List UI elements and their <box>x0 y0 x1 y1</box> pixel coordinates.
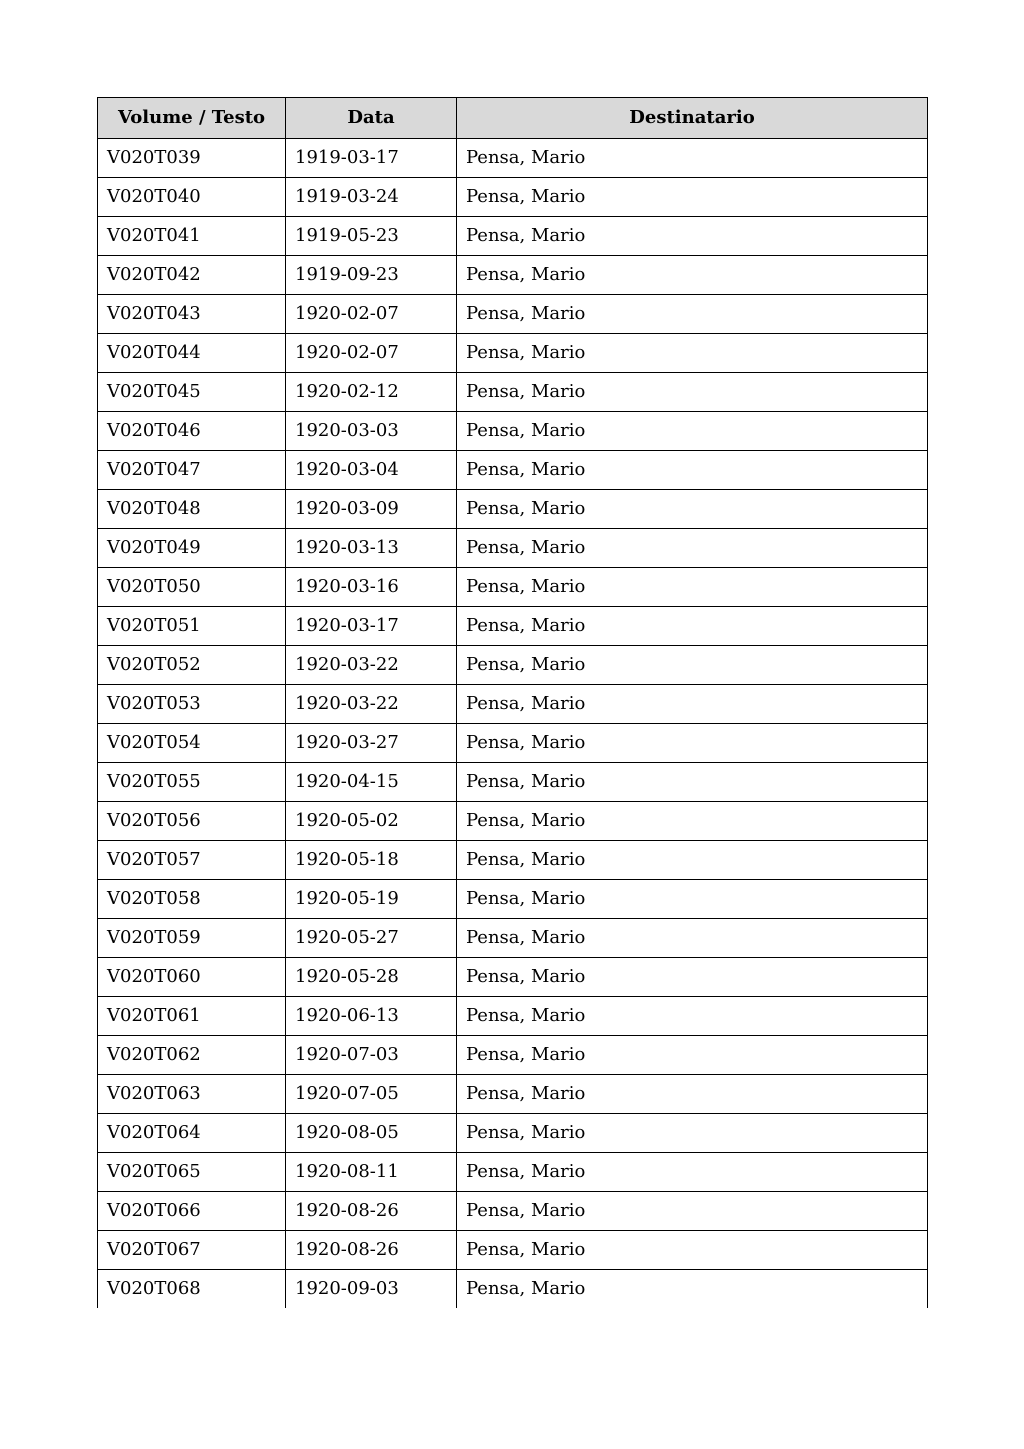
table-row <box>98 763 928 802</box>
cell-data: 1919-05-23 <box>286 217 457 256</box>
table-body <box>98 139 928 1309</box>
table-row <box>98 1114 928 1153</box>
cell-data: 1920-02-07 <box>286 334 457 373</box>
cell-data: 1920-08-11 <box>286 1153 457 1192</box>
table-row <box>98 880 928 919</box>
table-row <box>98 451 928 490</box>
cell-data: 1920-06-13 <box>286 997 457 1036</box>
cell-volume-testo: V020T056 <box>98 802 286 841</box>
cell-destinatario: Pensa, Mario <box>457 334 928 373</box>
table-row <box>98 529 928 568</box>
cell-destinatario: Pensa, Mario <box>457 256 928 295</box>
cell-volume-testo: V020T043 <box>98 295 286 334</box>
cell-destinatario: Pensa, Mario <box>457 490 928 529</box>
table-row <box>98 1192 928 1231</box>
cell-data: 1919-03-24 <box>286 178 457 217</box>
cell-volume-testo: V020T050 <box>98 568 286 607</box>
cell-data: 1920-03-27 <box>286 724 457 763</box>
table-row <box>98 139 928 178</box>
cell-data: 1920-04-15 <box>286 763 457 802</box>
cell-data: 1919-03-17 <box>286 139 457 178</box>
letters-table <box>97 97 928 1308</box>
cell-data: 1920-05-28 <box>286 958 457 997</box>
cell-data: 1920-03-04 <box>286 451 457 490</box>
cell-destinatario: Pensa, Mario <box>457 646 928 685</box>
cell-data: 1920-05-27 <box>286 919 457 958</box>
cell-volume-testo: V020T062 <box>98 1036 286 1075</box>
cell-data: 1920-09-03 <box>286 1270 457 1309</box>
cell-data: 1920-03-22 <box>286 685 457 724</box>
cell-destinatario: Pensa, Mario <box>457 412 928 451</box>
table-row <box>98 1075 928 1114</box>
cell-volume-testo: V020T068 <box>98 1270 286 1309</box>
table-row <box>98 217 928 256</box>
cell-destinatario: Pensa, Mario <box>457 1153 928 1192</box>
cell-data: 1920-05-19 <box>286 880 457 919</box>
table-row <box>98 412 928 451</box>
cell-destinatario: Pensa, Mario <box>457 1192 928 1231</box>
cell-data: 1920-03-17 <box>286 607 457 646</box>
cell-destinatario: Pensa, Mario <box>457 1114 928 1153</box>
cell-volume-testo: V020T047 <box>98 451 286 490</box>
cell-destinatario: Pensa, Mario <box>457 295 928 334</box>
cell-volume-testo: V020T053 <box>98 685 286 724</box>
cell-volume-testo: V020T049 <box>98 529 286 568</box>
cell-volume-testo: V020T066 <box>98 1192 286 1231</box>
cell-data: 1920-08-26 <box>286 1192 457 1231</box>
cell-volume-testo: V020T055 <box>98 763 286 802</box>
cell-data: 1919-09-23 <box>286 256 457 295</box>
cell-volume-testo: V020T064 <box>98 1114 286 1153</box>
cell-volume-testo: V020T065 <box>98 1153 286 1192</box>
table-row <box>98 802 928 841</box>
cell-destinatario: Pensa, Mario <box>457 685 928 724</box>
cell-volume-testo: V020T044 <box>98 334 286 373</box>
cell-destinatario: Pensa, Mario <box>457 178 928 217</box>
cell-volume-testo: V020T042 <box>98 256 286 295</box>
cell-volume-testo: V020T041 <box>98 217 286 256</box>
table-row <box>98 490 928 529</box>
cell-volume-testo: V020T063 <box>98 1075 286 1114</box>
cell-destinatario: Pensa, Mario <box>457 139 928 178</box>
table-row <box>98 1153 928 1192</box>
cell-data: 1920-07-05 <box>286 1075 457 1114</box>
cell-data: 1920-05-02 <box>286 802 457 841</box>
cell-destinatario: Pensa, Mario <box>457 1075 928 1114</box>
cell-data: 1920-02-12 <box>286 373 457 412</box>
table-row <box>98 373 928 412</box>
cell-data: 1920-07-03 <box>286 1036 457 1075</box>
cell-volume-testo: V020T067 <box>98 1231 286 1270</box>
table-row <box>98 646 928 685</box>
cell-volume-testo: V020T045 <box>98 373 286 412</box>
table-row <box>98 607 928 646</box>
cell-destinatario: Pensa, Mario <box>457 958 928 997</box>
cell-destinatario: Pensa, Mario <box>457 880 928 919</box>
table-row <box>98 1231 928 1270</box>
header-row <box>98 98 928 139</box>
cell-volume-testo: V020T061 <box>98 997 286 1036</box>
cell-destinatario: Pensa, Mario <box>457 373 928 412</box>
cell-data: 1920-08-26 <box>286 1231 457 1270</box>
table-header <box>98 98 928 139</box>
cell-destinatario: Pensa, Mario <box>457 529 928 568</box>
cell-data: 1920-08-05 <box>286 1114 457 1153</box>
cell-destinatario: Pensa, Mario <box>457 802 928 841</box>
table-row <box>98 958 928 997</box>
cell-destinatario: Pensa, Mario <box>457 451 928 490</box>
table-row <box>98 256 928 295</box>
cell-data: 1920-03-16 <box>286 568 457 607</box>
header-volume-testo: Volume / Testo <box>98 98 286 139</box>
cell-volume-testo: V020T059 <box>98 919 286 958</box>
table-row <box>98 919 928 958</box>
cell-destinatario: Pensa, Mario <box>457 841 928 880</box>
cell-volume-testo: V020T058 <box>98 880 286 919</box>
cell-volume-testo: V020T060 <box>98 958 286 997</box>
cell-destinatario: Pensa, Mario <box>457 1231 928 1270</box>
table-row <box>98 1036 928 1075</box>
table-row <box>98 997 928 1036</box>
table-row <box>98 724 928 763</box>
cell-destinatario: Pensa, Mario <box>457 1270 928 1309</box>
cell-destinatario: Pensa, Mario <box>457 217 928 256</box>
cell-data: 1920-03-09 <box>286 490 457 529</box>
table-row <box>98 685 928 724</box>
cell-volume-testo: V020T039 <box>98 139 286 178</box>
cell-data: 1920-02-07 <box>286 295 457 334</box>
cell-data: 1920-05-18 <box>286 841 457 880</box>
table-row <box>98 568 928 607</box>
cell-destinatario: Pensa, Mario <box>457 763 928 802</box>
cell-destinatario: Pensa, Mario <box>457 919 928 958</box>
table-row <box>98 178 928 217</box>
table-row <box>98 295 928 334</box>
cell-data: 1920-03-03 <box>286 412 457 451</box>
cell-data: 1920-03-22 <box>286 646 457 685</box>
cell-destinatario: Pensa, Mario <box>457 1036 928 1075</box>
cell-destinatario: Pensa, Mario <box>457 724 928 763</box>
header-data: Data <box>286 98 457 139</box>
cell-volume-testo: V020T051 <box>98 607 286 646</box>
cell-data: 1920-03-13 <box>286 529 457 568</box>
table-row <box>98 334 928 373</box>
cell-volume-testo: V020T054 <box>98 724 286 763</box>
cell-destinatario: Pensa, Mario <box>457 607 928 646</box>
cell-destinatario: Pensa, Mario <box>457 568 928 607</box>
cell-volume-testo: V020T046 <box>98 412 286 451</box>
header-destinatario: Destinatario <box>457 98 928 139</box>
table-row <box>98 1270 928 1309</box>
cell-destinatario: Pensa, Mario <box>457 997 928 1036</box>
cell-volume-testo: V020T052 <box>98 646 286 685</box>
cell-volume-testo: V020T048 <box>98 490 286 529</box>
cell-volume-testo: V020T057 <box>98 841 286 880</box>
table-row <box>98 841 928 880</box>
cell-volume-testo: V020T040 <box>98 178 286 217</box>
